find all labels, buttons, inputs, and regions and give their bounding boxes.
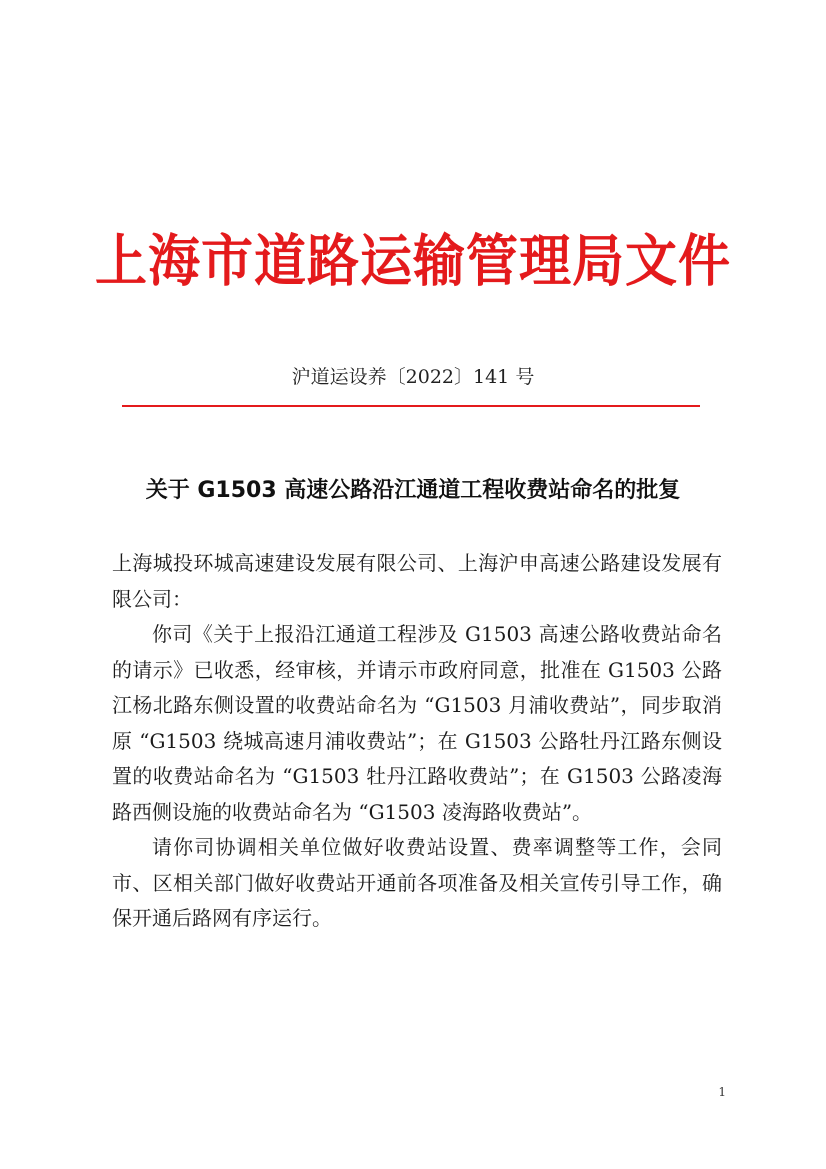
document-number: 沪道运设养〔2022〕141 号 xyxy=(291,366,535,388)
body-paragraph-2: 请你司协调相关单位做好收费站设置、费率调整等工作，会同市、区相关部门做好收费站开通前各项准备及相关宣传引导工作，确保开通后路网有序运行。 xyxy=(112,835,722,930)
body-paragraph-1: 你司《关于上报沿江通道工程涉及 G1503 高速公路收费站命名的请示》已收悉，经审核，并请示市政府同意，批准在 G1503 公路江杨北路东侧设置的收费站命名为 “G1503 月浦收费站”，同步取消原 “G1503 绕城高速月浦收费站”；在 G1503 公路牡丹江路东侧设置的收费站命名为 “G1503 牡丹江路收费站”；在 G1503 公路凌海路西侧设施的收费站命名为 “G1503 凌海路收费站”。 xyxy=(112,622,722,824)
red-divider-line xyxy=(122,405,700,407)
document-body xyxy=(112,546,722,937)
issuing-authority-title: 上海市道路运输管理局文件 xyxy=(94,228,731,295)
recipient-line: 上海城投环城高速建设发展有限公司、上海沪申高速公路建设发展有限公司： xyxy=(112,551,722,611)
document-subject: 关于 G1503 高速公路沿江通道工程收费站命名的批复 xyxy=(145,478,681,503)
page-number: 1 xyxy=(718,1085,726,1099)
